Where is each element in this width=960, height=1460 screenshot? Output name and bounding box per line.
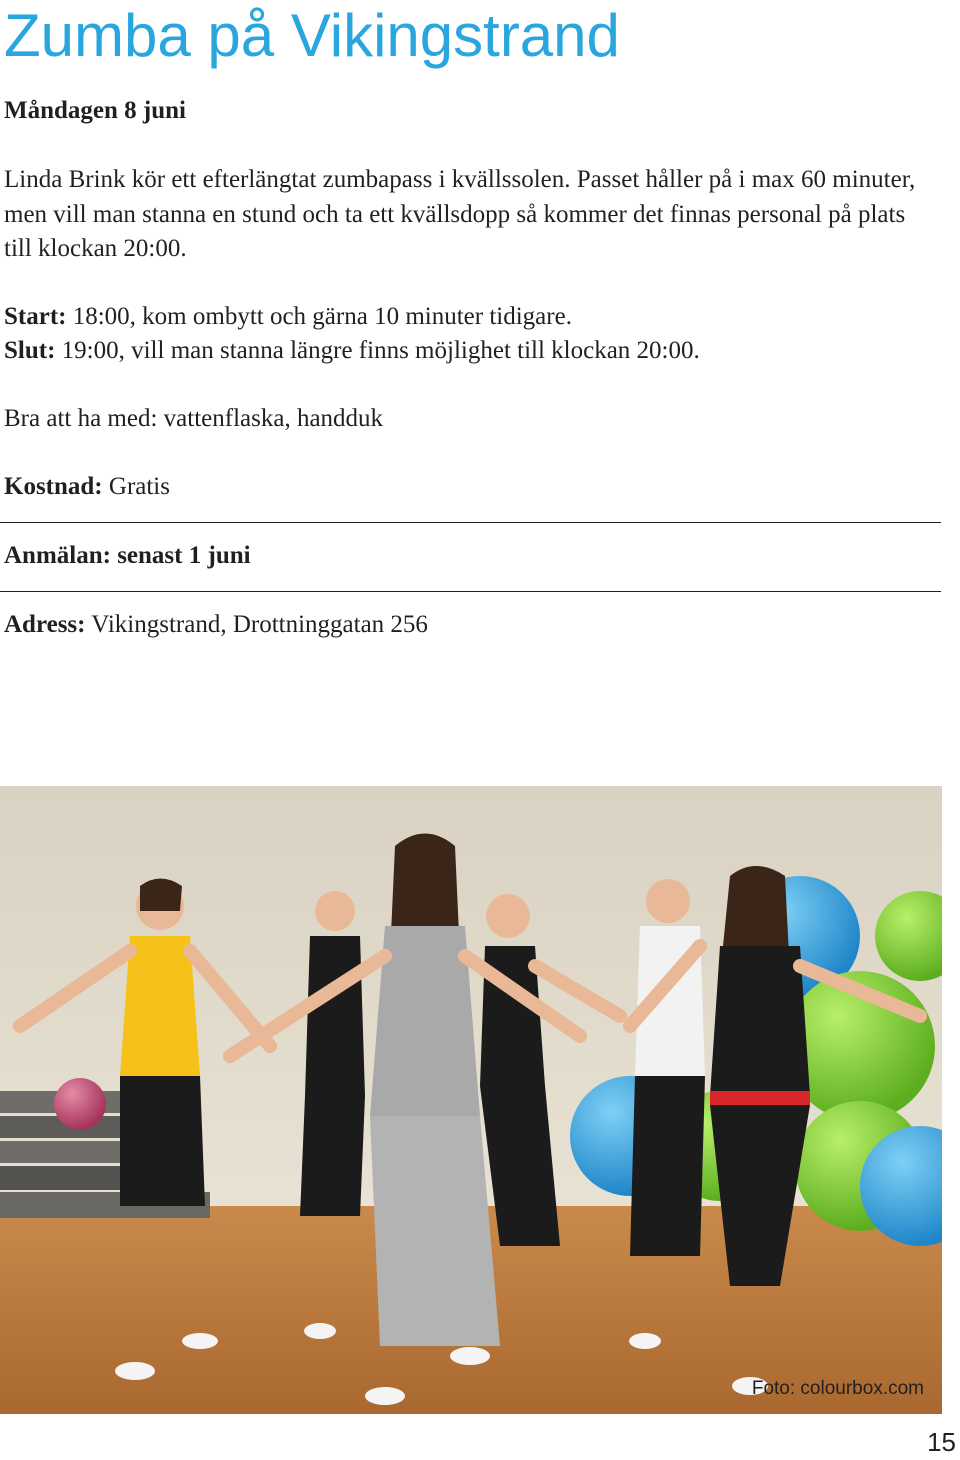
cost xyxy=(4,470,170,504)
event-date: Måndagen 8 juni xyxy=(4,97,186,124)
start-text: 18:00, kom ombytt och gärna 10 minuter tidigare. xyxy=(66,303,572,330)
address xyxy=(4,608,428,642)
divider xyxy=(0,591,941,592)
adress-label: Adress: xyxy=(4,611,86,638)
divider xyxy=(0,522,941,523)
photo-credit: Foto: colourbox.com xyxy=(751,1378,924,1399)
end-time xyxy=(4,334,700,368)
page-number: 15 xyxy=(927,1427,956,1457)
event-description: Linda Brink kör ett efterlängtat zumbapass i kvällssolen. Passet håller på i max 60 minuter, men vill man stanna en stund och ta ett kvällsdopp så kommer det finnas personal på plats till klockan 20:00. xyxy=(4,166,916,262)
bring-along: Bra att ha med: vattenflaska, handduk xyxy=(4,405,384,432)
adress-text: Vikingstrand, Drottninggatan 256 xyxy=(85,611,428,638)
slut-label: Slut: xyxy=(4,337,56,364)
slut-text: 19:00, vill man stanna längre finns möjlighet till klockan 20:00. xyxy=(55,337,700,364)
kostnad-text: Gratis xyxy=(102,473,170,500)
page-title: Zumba på Vikingstrand xyxy=(4,2,620,69)
zumba-class-photo xyxy=(0,786,942,1414)
start-time xyxy=(4,300,572,334)
kostnad-label: Kostnad: xyxy=(4,473,103,500)
start-label: Start: xyxy=(4,303,67,330)
photo-illustration xyxy=(0,786,942,1414)
registration: Anmälan: senast 1 juni xyxy=(4,542,251,569)
